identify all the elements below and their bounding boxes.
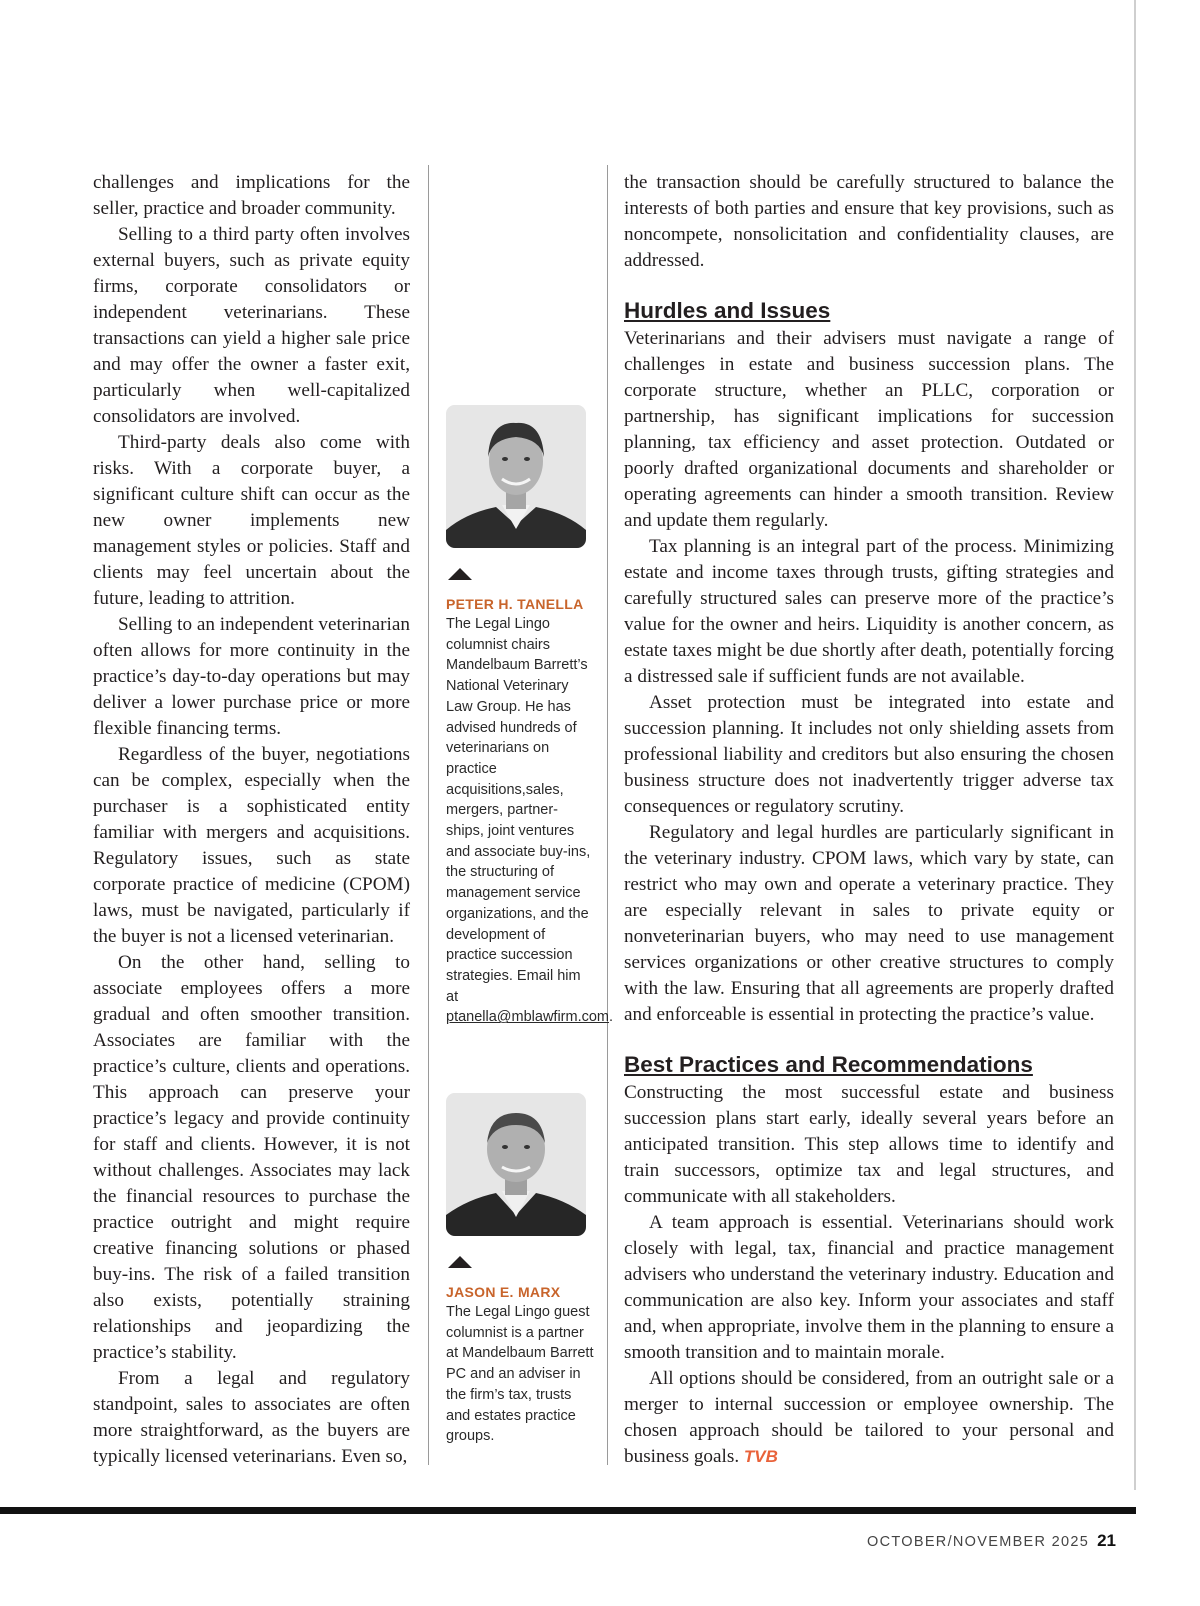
- author-bio-tanella: [446, 405, 614, 1028]
- body-paragraph: Selling to an independent veterinarian often allows for more continuity in the practice’s day-to-day operations but may deliver a lower purchase price or more flexible financing terms.: [93, 614, 410, 739]
- paragraph-text: All options should be considered, from an outright sale or a merger to internal succession or employee ownership. The chosen approach should be tailored to your personal and business goals.: [624, 1368, 1114, 1467]
- footer-rule: [0, 1507, 1136, 1514]
- body-paragraph: A team approach is essential. Veterinarians should work closely with legal, tax, financial and practice management advisers who understand the veterinary industry. Education and communication are also key. Inform your associates and staff and, when appropriate, involve them in the planning to ensure a smooth transition and to maintain morale.: [624, 1212, 1114, 1363]
- headshot-illustration: [446, 1093, 586, 1236]
- page-number: 21: [1097, 1531, 1116, 1550]
- body-paragraph: Third-party deals also come with risks. With a corporate buyer, a significant culture shift can occur as the new owner implements new management styles or policies. Staff and clients may feel uncertain about the future, leading to attrition.: [93, 432, 410, 609]
- email-link[interactable]: ptanella@mblawfirm.com: [446, 1009, 609, 1026]
- author-photo: [446, 405, 586, 548]
- section-heading: Best Practices and Recommendations: [624, 1052, 1033, 1077]
- page-edge-rule: [1134, 0, 1136, 1490]
- bio-text: The Legal Lingo columnist chairs Mandelbaum Barrett’s National Veterinary Law Group. He has advised hundreds of veterinarians on practice acquisitions,sales, mergers, partner-ships, joint ventures and associate buy-ins, the structuring of management service organizations, and the development of practice succession strategies. Email him at: [446, 616, 591, 1005]
- left-column: [93, 170, 410, 1470]
- body-paragraph: Asset protection must be integrated into estate and succession planning. It includes not only shielding assets from professional liability and creditors but also ensuring the chosen business structure does not inadvertently trigger adverse tax consequences or regulatory scrutiny.: [624, 692, 1114, 817]
- page-footer: [867, 1531, 1116, 1551]
- up-triangle-icon: [448, 1256, 472, 1268]
- body-paragraph: [624, 1366, 1114, 1470]
- issue-date: OCTOBER/NOVEMBER 2025: [867, 1534, 1090, 1550]
- author-name: PETER H. TANELLA: [446, 596, 584, 612]
- end-mark-logo: TVB: [743, 1447, 778, 1466]
- right-column: [624, 170, 1114, 1470]
- body-paragraph: On the other hand, selling to associate employees offers a more gradual and often smoother transition. Associates are familiar with the practice’s culture, clients and operations. This approach can preserve your practice’s legacy and provide continuity for staff and clients. However, it is not without challenges. Associates may lack the financial resources to purchase the practice outright and might require creative financing solutions or phased buy-ins. The risk of a failed transition also exists, potentially straining relationships and jeopardizing the practice’s stability.: [93, 952, 410, 1363]
- body-paragraph: the transaction should be carefully structured to balance the interests of both parties and ensure that key provisions, such as noncompete, nonsolicitation and confidentiality clauses, are addressed.: [624, 172, 1114, 271]
- column-divider: [428, 165, 429, 1465]
- column-divider: [607, 165, 608, 1465]
- author-bio-marx: [446, 1093, 594, 1447]
- author-name: JASON E. MARX: [446, 1284, 561, 1300]
- body-paragraph: Constructing the most successful estate and business succession plans start early, ideally several years before an anticipated transition. This step allows time to identify and train successors, optimize tax and legal structures, and communicate with all stakeholders.: [624, 1082, 1114, 1207]
- body-paragraph: Veterinarians and their advisers must navigate a range of challenges in estate and business succession plans. The corporate structure, whether an PLLC, corporation or partnership, has significant implications for succession planning, tax efficiency and asset protection. Outdated or poorly drafted organizational documents and shareholder or operating agreements can hinder a smooth transition. Review and update them regularly.: [624, 328, 1114, 531]
- section-heading: Hurdles and Issues: [624, 298, 831, 323]
- body-paragraph: Regardless of the buyer, negotiations can be complex, especially when the purchaser is a sophisticated entity familiar with mergers and acquisitions. Regulatory issues, such as state corporate practice of medicine (CPOM) laws, must be navigated, particularly if the buyer is not a licensed veterinarian.: [93, 744, 410, 947]
- body-paragraph: Tax planning is an integral part of the process. Minimizing estate and income taxes through trusts, gifting strategies and carefully structured sales can preserve more of the practice’s value for the owner and heirs. Liquidity is another concern, as estate taxes might be due shortly after death, potentially forcing a distressed sale if sufficient funds are not available.: [624, 536, 1114, 687]
- body-paragraph: challenges and implications for the seller, practice and broader community.: [93, 172, 410, 219]
- body-paragraph: Regulatory and legal hurdles are particularly significant in the veterinary industry. CPOM laws, which vary by state, can restrict who may own and operate a veterinary practice. They are especially relevant in sales to private equity or nonveterinarian buyers, who may need to use management services organizations or other creative structures to comply with the law. Ensuring that all agreements are properly drafted and enforceable is essential in protecting the practice’s value.: [624, 822, 1114, 1025]
- body-paragraph: From a legal and regulatory standpoint, sales to associates are often more straightforward, as the buyers are typically licensed veterinarians. Even so,: [93, 1368, 410, 1467]
- author-bio-text: The Legal Lingo guest columnist is a partner at Mandelbaum Barrett PC and an adviser in the firm’s tax, trusts and estates practice groups.: [446, 1304, 594, 1445]
- author-photo: [446, 1093, 586, 1236]
- author-bio-text: [446, 614, 614, 1028]
- body-paragraph: Selling to a third party often involves external buyers, such as private equity firms, corporate consolidators or independent veterinarians. These transactions can yield a higher sale price and may offer the owner a faster exit, particularly when well-capitalized consolidators are involved.: [93, 224, 410, 427]
- headshot-illustration: [446, 405, 586, 548]
- up-triangle-icon: [448, 568, 472, 580]
- bio-end: .: [609, 1009, 614, 1026]
